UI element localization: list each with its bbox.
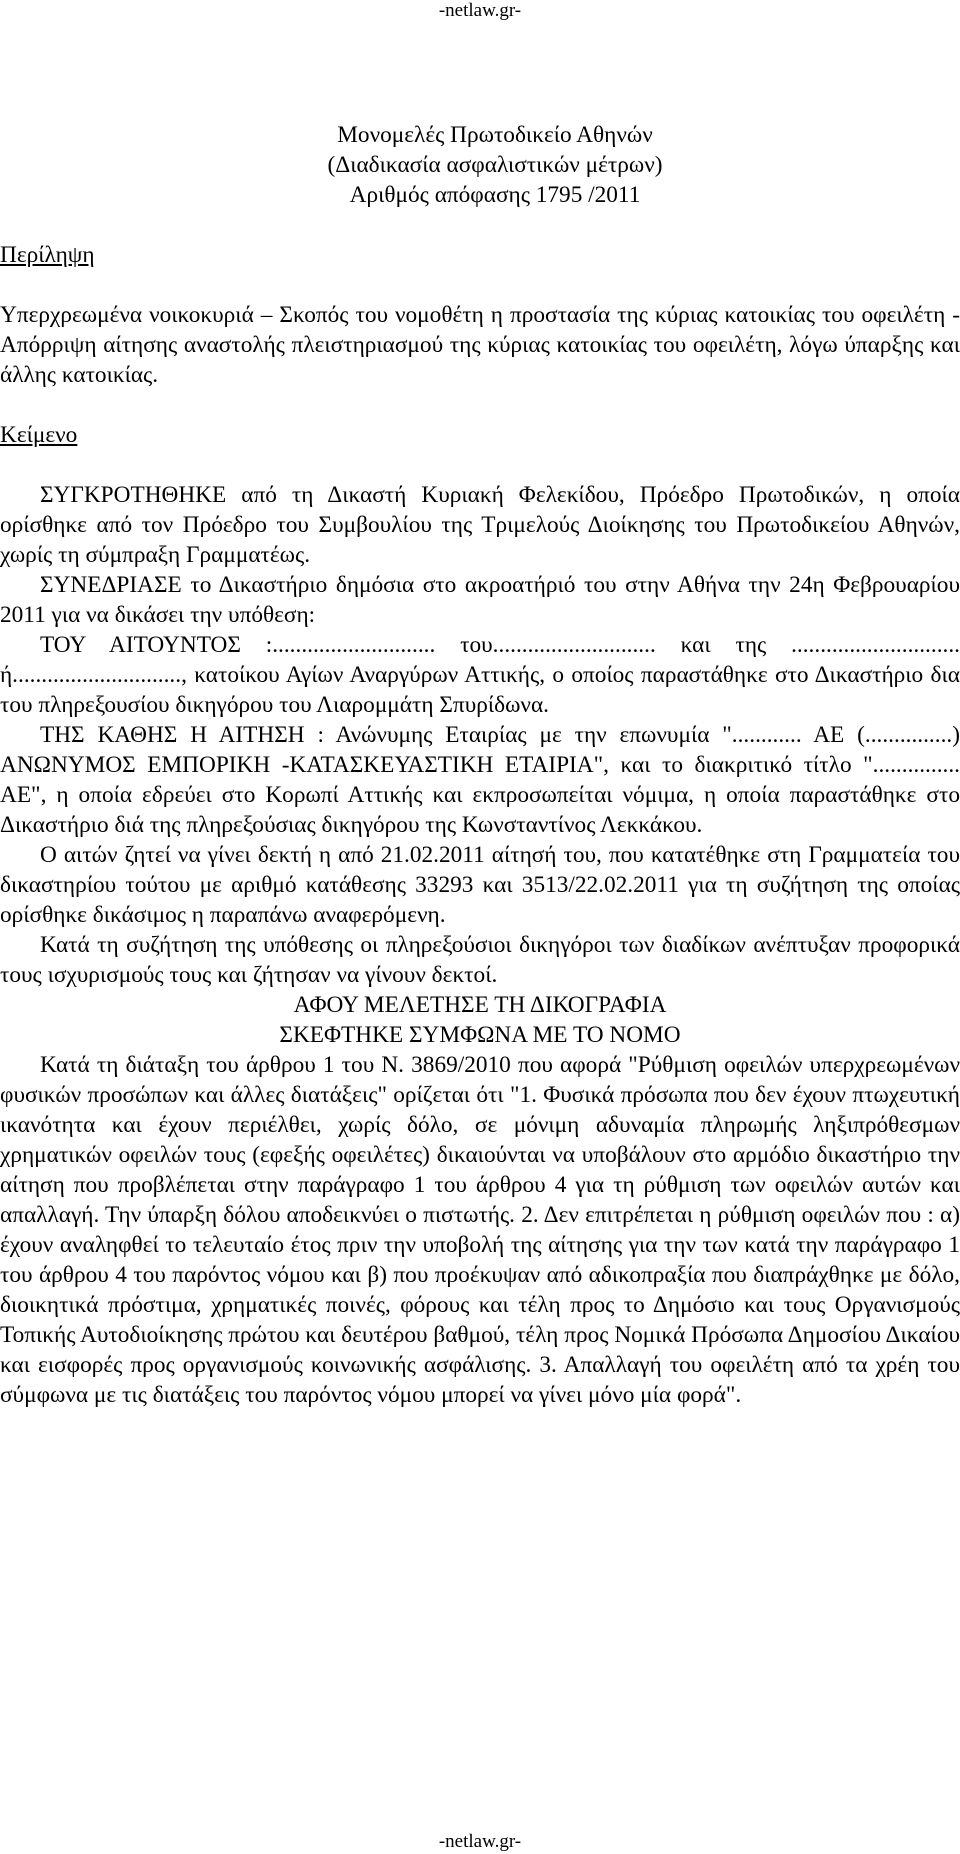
- paragraph-law-article: Κατά τη διάταξη του άρθρου 1 του Ν. 3869/2010 που αφορά "Ρύθμιση οφειλών υπερχρεωμένων φυσικών προσώπων και άλλες διατάξεις" ορίζεται ότι "1. Φυσικά πρόσωπα που δεν έχουν πτωχευτική ικανότητα και έχουν περιέλθει, χωρίς δόλο, σε μόνιμη αδυναμία πληρωμής ληξιπρόθεσμων χρηματικών οφειλών τους (εφεξής οφειλέτες) δικαιούνται να υποβάλουν στο αρμόδιο δικαστήριο την αίτηση που προβλέπεται στην παράγραφο 1 του άρθρου 4 για τη ρύθμιση των οφειλών αυτών και απαλλαγή. Την ύπαρξη δόλου αποδεικνύει ο πιστωτής. 2. Δεν επιτρέπεται η ρύθμιση οφειλών που : α) έχουν αναληφθεί το τελευταίο έτος πριν την υποβολή της αίτησης για την των κατά την παράγραφο 1 του άρθρου 4 του παρόντος νόμου και β) που προέκυψαν από αδικοπραξία που διαπράχθηκε με δόλο, διοικητικά πρόστιμα, χρηματικές ποινές, φόρους και τέλη προς το Δημόσιο και τους Οργανισμούς Τοπικής Αυτοδιοίκησης πρώτου και δευτέρου βαθμού, τέλη προς Νομικά Πρόσωπα Δημοσίου Δικαίου και εισφορές προς οργανισμούς κοινωνικής ασφάλισης. 3. Απαλλαγή του οφειλέτη από τα χρέη του σύμφωνα με τις διατάξεις του παρόντος νόμου μπορεί να γίνει μόνο μία φορά".: [0, 1052, 960, 1408]
- paragraph-respondent: ΤΗΣ ΚΑΘΗΣ Η ΑΙΤΗΣΗ : Ανώνυμης Εταιρίας με την επωνυμία "............ ΑΕ (...............) ΑΝΩΝΥΜΟΣ ΕΜΠΟΡΙΚΗ -ΚΑΤΑΣΚΕΥΑΣΤΙΚΗ ΕΤΑΙΡΙΑ", και το διακριτικό τίτλο "............... ΑΕ", η οποία εδρεύει στο Κορωπί Αττικής και εκπροσωπείται νόμιμα, η οποία παραστάθηκε στο Δικαστήριο διά της πληρεξούσιας δικηγόρου της Κωνσταντίνος Λεκκάκου.: [0, 722, 960, 838]
- summary-text: Υπερχρεωμένα νοικοκυριά – Σκοπός του νομοθέτη η προστασία της κύριας κατοικίας του οφειλέτη - Απόρριψη αίτησης αναστολής πλειστηριασμού της κύριας κατοικίας του οφειλέτη, λόγω ύπαρξης και άλλης κατοικίας.: [0, 302, 960, 388]
- decision-number: Αριθμός απόφασης 1795 /2011: [349, 182, 641, 208]
- paragraph-hearing: Κατά τη συζήτηση της υπόθεσης οι πληρεξούσιοι δικηγόροι των διαδίκων ανέπτυξαν προφορικά τους ισχυρισμούς τους και ζήτησαν να γίνουν δεκτοί.: [0, 932, 960, 988]
- heading-studied: ΑΦΟΥ ΜΕΛΕΤΗΣΕ ΤΗ ΔΙΚΟΓΡΑΦΙΑ: [293, 992, 667, 1018]
- text-label: Κείμενο: [0, 422, 78, 448]
- court-name: Μονομελές Πρωτοδικείο Αθηνών: [337, 122, 653, 148]
- heading-considered: ΣΚΕΦΤΗΚΕ ΣΥΜΦΩΝΑ ΜΕ ΤΟ ΝΟΜΟ: [279, 1022, 681, 1048]
- paragraph-session: ΣΥΝΕΔΡΙΑΣΕ το Δικαστήριο δημόσια στο ακροατήριό του στην Αθήνα την 24η Φεβρουαρίου 2011 για να δικάσει την υπόθεση:: [0, 572, 960, 628]
- paragraph-applicant: ΤΟΥ ΑΙΤΟΥΝΤΟΣ :............................ του............................ και της ............................. ή............................., κατοίκου Αγίων Αναργύρων Αττικής, ο οποίος παραστάθηκε στο Δικαστήριο δια του πληρεξουσίου δικηγόρου του Λιαρομμάτη Σπυρίδωνα.: [0, 632, 960, 718]
- page-header: -netlaw.gr-: [438, 0, 522, 21]
- summary-label: Περίληψη: [0, 242, 95, 268]
- paragraph-request: Ο αιτών ζητεί να γίνει δεκτή η από 21.02.2011 αίτησή του, που κατατέθηκε στη Γραμματεία του δικαστηρίου τούτου με αριθμό κατάθεσης 33293 και 3513/22.02.2011 για τη συζήτηση της οποίας ορίσθηκε δικάσιμος η παραπάνω αναφερόμενη.: [0, 842, 960, 928]
- paragraph-composition: ΣΥΓΚΡΟΤΗΘΗΚΕ από τη Δικαστή Κυριακή Φελεκίδου, Πρόεδρο Πρωτοδικών, η οποία ορίσθηκε από τον Πρόεδρο του Συμβουλίου της Τριμελούς Διοίκησης του Πρωτοδικείου Αθηνών, χωρίς τη σύμπραξη Γραμματέως.: [0, 482, 960, 568]
- page-footer: -netlaw.gr-: [438, 1831, 522, 1852]
- case-title: [0, 120, 960, 210]
- document-body: [0, 120, 960, 1410]
- procedure-type: (Διαδικασία ασφαλιστικών μέτρων): [327, 152, 663, 178]
